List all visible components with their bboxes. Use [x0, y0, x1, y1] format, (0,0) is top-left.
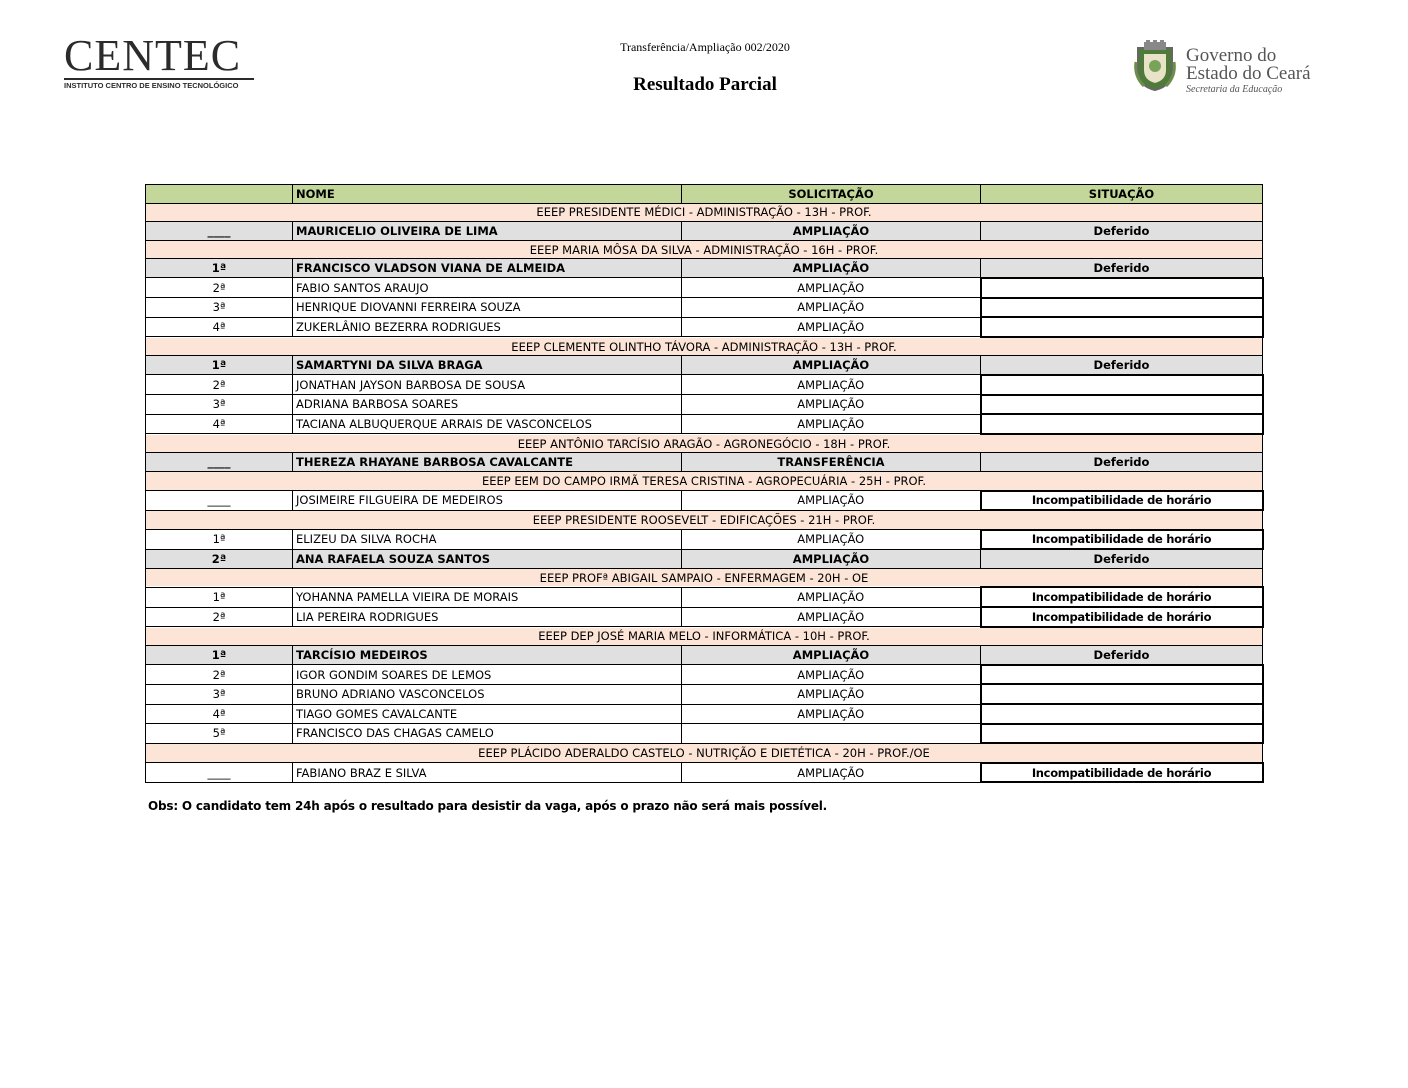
request-cell: AMPLIAÇÃO — [682, 763, 981, 783]
request-cell: AMPLIAÇÃO — [682, 259, 981, 278]
position-cell: ____ — [146, 763, 293, 783]
table-row — [146, 317, 1263, 337]
position-cell: 3ª — [146, 395, 293, 415]
position-cell: 4ª — [146, 704, 293, 724]
position-cell: 3ª — [146, 684, 293, 704]
school-section-row — [146, 203, 1263, 222]
status-cell — [981, 317, 1263, 337]
name-cell: ANA RAFAELA SOUZA SANTOS — [293, 549, 682, 568]
name-cell: ELIZEU DA SILVA ROCHA — [293, 530, 682, 550]
header-position — [146, 185, 293, 204]
request-cell: AMPLIAÇÃO — [682, 587, 981, 607]
school-section-row — [146, 743, 1263, 763]
status-cell: Incompatibilidade de horário — [981, 491, 1263, 511]
table-row — [146, 665, 1263, 685]
header-status: SITUAÇÃO — [981, 185, 1263, 204]
request-cell: AMPLIAÇÃO — [682, 530, 981, 550]
name-cell: MAURICELIO OLIVEIRA DE LIMA — [293, 222, 682, 241]
position-cell: ____ — [146, 491, 293, 511]
name-cell: JOSIMEIRE FILGUEIRA DE MEDEIROS — [293, 491, 682, 511]
name-cell: ADRIANA BARBOSA SOARES — [293, 395, 682, 415]
position-cell: 2ª — [146, 278, 293, 298]
status-cell: Deferido — [981, 222, 1263, 241]
name-cell: HENRIQUE DIOVANNI FERREIRA SOUZA — [293, 298, 682, 318]
table-row — [146, 222, 1263, 241]
name-cell: TIAGO GOMES CAVALCANTE — [293, 704, 682, 724]
status-cell — [981, 375, 1263, 395]
document-reference: Transferência/Ampliação 002/2020 — [620, 40, 790, 54]
school-section-row — [146, 434, 1263, 453]
position-cell: ____ — [146, 453, 293, 472]
table-row — [146, 763, 1263, 783]
school-section-label: EEEP PROFª ABIGAIL SAMPAIO - ENFERMAGEM - 20H - OE — [146, 568, 1263, 587]
name-cell: FABIANO BRAZ E SILVA — [293, 763, 682, 783]
request-cell: AMPLIAÇÃO — [682, 665, 981, 685]
position-cell: 5ª — [146, 724, 293, 744]
table-body — [146, 203, 1263, 782]
status-cell — [981, 665, 1263, 685]
request-cell: AMPLIAÇÃO — [682, 684, 981, 704]
state-crest-icon — [1134, 40, 1176, 92]
position-cell: 4ª — [146, 317, 293, 337]
table-row — [146, 549, 1263, 568]
school-section-label: EEEP PRESIDENTE ROOSEVELT - EDIFICAÇÕES - 21H - PROF. — [146, 510, 1263, 530]
school-section-label: EEEP ANTÔNIO TARCÍSIO ARAGÃO - AGRONEGÓCIO - 18H - PROF. — [146, 434, 1263, 453]
request-cell: AMPLIAÇÃO — [682, 491, 981, 511]
request-cell: AMPLIAÇÃO — [682, 298, 981, 318]
school-section-label: EEEP PLÁCIDO ADERALDO CASTELO - NUTRIÇÃO E DIETÉTICA - 20H - PROF./OE — [146, 743, 1263, 763]
position-cell: 2ª — [146, 665, 293, 685]
request-cell: AMPLIAÇÃO — [682, 317, 981, 337]
request-cell: AMPLIAÇÃO — [682, 395, 981, 415]
status-cell: Incompatibilidade de horário — [981, 607, 1263, 627]
school-section-label: EEEP MARIA MÔSA DA SILVA - ADMINISTRAÇÃO - 16H - PROF. — [146, 240, 1263, 259]
name-cell: LIA PEREIRA RODRIGUES — [293, 607, 682, 627]
government-logo-line1: Governo do — [1186, 45, 1277, 66]
government-logo — [1130, 40, 1350, 96]
centec-logo — [64, 31, 260, 90]
status-cell — [981, 724, 1263, 744]
table-row — [146, 704, 1263, 724]
request-cell: AMPLIAÇÃO — [682, 704, 981, 724]
table-row — [146, 453, 1263, 472]
status-cell: Deferido — [981, 453, 1263, 472]
request-cell: AMPLIAÇÃO — [682, 222, 981, 241]
table-row — [146, 587, 1263, 607]
position-cell: 1ª — [146, 530, 293, 550]
centec-logo-subtitle: INSTITUTO CENTRO DE ENSINO TECNOLÓGICO — [64, 78, 254, 90]
status-cell — [981, 278, 1263, 298]
school-section-row — [146, 627, 1263, 646]
position-cell: 1ª — [146, 646, 293, 665]
table-row — [146, 414, 1263, 434]
school-section-row — [146, 240, 1263, 259]
government-logo-line2: Estado do Ceará — [1186, 63, 1311, 84]
header-request: SOLICITAÇÃO — [682, 185, 981, 204]
name-cell: TACIANA ALBUQUERQUE ARRAIS DE VASCONCELOS — [293, 414, 682, 434]
status-cell — [981, 704, 1263, 724]
request-cell: AMPLIAÇÃO — [682, 414, 981, 434]
school-section-label: EEEP CLEMENTE OLINTHO TÁVORA - ADMINISTRAÇÃO - 13H - PROF. — [146, 337, 1263, 356]
name-cell: FRANCISCO VLADSON VIANA DE ALMEIDA — [293, 259, 682, 278]
status-cell: Deferido — [981, 549, 1263, 568]
school-section-row — [146, 568, 1263, 587]
status-cell: Incompatibilidade de horário — [981, 763, 1263, 783]
status-cell: Deferido — [981, 356, 1263, 375]
school-section-row — [146, 471, 1263, 490]
request-cell: AMPLIAÇÃO — [682, 356, 981, 375]
name-cell: THEREZA RHAYANE BARBOSA CAVALCANTE — [293, 453, 682, 472]
centec-logo-word: CENTEC — [64, 31, 242, 80]
status-cell — [981, 684, 1263, 704]
status-cell: Incompatibilidade de horário — [981, 587, 1263, 607]
table-row — [146, 646, 1263, 665]
table-header-row — [146, 185, 1263, 204]
request-cell: AMPLIAÇÃO — [682, 375, 981, 395]
table-row — [146, 395, 1263, 415]
name-cell: FRANCISCO DAS CHAGAS CAMELO — [293, 724, 682, 744]
table-row — [146, 259, 1263, 278]
page-title: Resultado Parcial — [633, 74, 777, 95]
position-cell: 2ª — [146, 607, 293, 627]
position-cell: ____ — [146, 222, 293, 241]
request-cell: AMPLIAÇÃO — [682, 646, 981, 665]
table-row — [146, 724, 1263, 744]
status-cell: Deferido — [981, 259, 1263, 278]
status-cell — [981, 395, 1263, 415]
results-table — [145, 184, 1264, 783]
school-section-label: EEEP DEP JOSÉ MARIA MELO - INFORMÁTICA - 10H - PROF. — [146, 627, 1263, 646]
table-row — [146, 607, 1263, 627]
position-cell: 3ª — [146, 298, 293, 318]
status-cell: Deferido — [981, 646, 1263, 665]
table-row — [146, 684, 1263, 704]
name-cell: JONATHAN JAYSON BARBOSA DE SOUSA — [293, 375, 682, 395]
table-row — [146, 278, 1263, 298]
government-logo-line3: Secretaria da Educação — [1186, 84, 1283, 95]
name-cell: BRUNO ADRIANO VASCONCELOS — [293, 684, 682, 704]
request-cell: TRANSFERÊNCIA — [682, 453, 981, 472]
name-cell: ZUKERLÂNIO BEZERRA RODRIGUES — [293, 317, 682, 337]
request-cell: AMPLIAÇÃO — [682, 549, 981, 568]
request-cell: AMPLIAÇÃO — [682, 278, 981, 298]
table-row — [146, 530, 1263, 550]
header-name: NOME — [293, 185, 682, 204]
school-section-row — [146, 510, 1263, 530]
position-cell: 1ª — [146, 259, 293, 278]
school-section-label: EEEP PRESIDENTE MÉDICI - ADMINISTRAÇÃO - 13H - PROF. — [146, 203, 1263, 222]
position-cell: 1ª — [146, 587, 293, 607]
observation-note: Obs: O candidato tem 24h após o resultado para desistir da vaga, após o prazo não será mais possível. — [148, 799, 828, 813]
table-row — [146, 375, 1263, 395]
status-cell — [981, 414, 1263, 434]
position-cell: 4ª — [146, 414, 293, 434]
school-section-label: EEEP EEM DO CAMPO IRMÃ TERESA CRISTINA - AGROPECUÁRIA - 25H - PROF. — [146, 471, 1263, 490]
status-cell — [981, 298, 1263, 318]
request-cell — [682, 724, 981, 744]
name-cell: FABIO SANTOS ARAUJO — [293, 278, 682, 298]
position-cell: 1ª — [146, 356, 293, 375]
name-cell: YOHANNA PAMELLA VIEIRA DE MORAIS — [293, 587, 682, 607]
position-cell: 2ª — [146, 375, 293, 395]
name-cell: TARCÍSIO MEDEIROS — [293, 646, 682, 665]
name-cell: SAMARTYNI DA SILVA BRAGA — [293, 356, 682, 375]
position-cell: 2ª — [146, 549, 293, 568]
table-row — [146, 491, 1263, 511]
request-cell: AMPLIAÇÃO — [682, 607, 981, 627]
status-cell: Incompatibilidade de horário — [981, 530, 1263, 550]
school-section-row — [146, 337, 1263, 356]
table-row — [146, 356, 1263, 375]
table-row — [146, 298, 1263, 318]
name-cell: IGOR GONDIM SOARES DE LEMOS — [293, 665, 682, 685]
